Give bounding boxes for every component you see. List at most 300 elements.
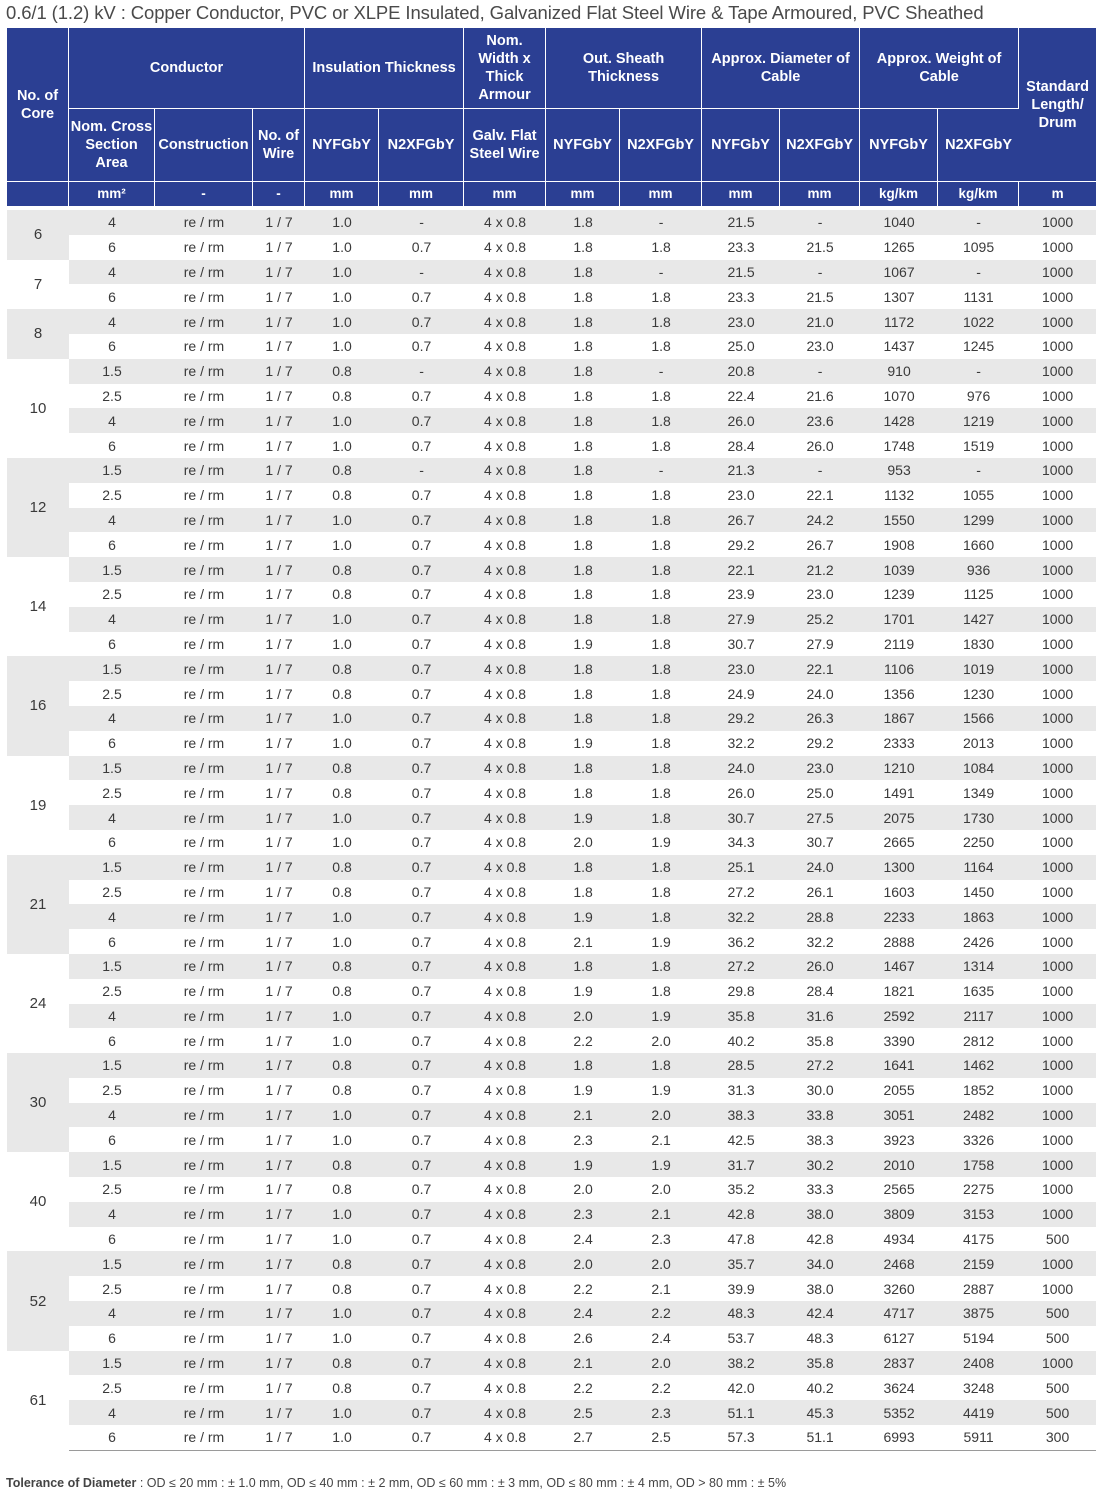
table-cell: 0.7 bbox=[379, 1425, 464, 1451]
table-cell: 1000 bbox=[1019, 904, 1096, 929]
table-cell: 1349 bbox=[938, 780, 1019, 805]
table-cell: 953 bbox=[860, 458, 938, 483]
table-cell: 2.0 bbox=[546, 1251, 620, 1276]
table-cell: 1000 bbox=[1019, 1103, 1096, 1128]
table-cell: 2.0 bbox=[620, 1177, 702, 1202]
core-count-cell: 61 bbox=[7, 1351, 69, 1451]
table-cell: 500 bbox=[1019, 1400, 1096, 1425]
table-cell: 0.8 bbox=[305, 582, 379, 607]
table-cell: 31.7 bbox=[702, 1152, 780, 1177]
table-cell: 3326 bbox=[938, 1127, 1019, 1152]
table-cell: re / rm bbox=[155, 458, 253, 483]
table-cell: 4 x 0.8 bbox=[464, 260, 546, 285]
table-cell: re / rm bbox=[155, 235, 253, 260]
table-row bbox=[7, 731, 1096, 756]
table-cell: 0.8 bbox=[305, 1276, 379, 1301]
core-count-cell: 52 bbox=[7, 1251, 69, 1350]
table-row bbox=[7, 1227, 1096, 1252]
table-cell: 300 bbox=[1019, 1425, 1096, 1451]
table-cell: 0.7 bbox=[379, 1227, 464, 1252]
table-cell: 22.1 bbox=[780, 656, 860, 681]
header-conductor: Conductor bbox=[69, 28, 305, 109]
table-cell: 4717 bbox=[860, 1301, 938, 1326]
table-cell: 3390 bbox=[860, 1028, 938, 1053]
table-cell: 1701 bbox=[860, 607, 938, 632]
table-cell: 0.8 bbox=[305, 1053, 379, 1078]
table-cell: 38.3 bbox=[780, 1127, 860, 1152]
table-cell: 2.1 bbox=[546, 929, 620, 954]
table-cell: 33.8 bbox=[780, 1103, 860, 1128]
table-cell: 4 x 0.8 bbox=[464, 904, 546, 929]
table-cell: 21.0 bbox=[780, 309, 860, 334]
table-cell: 22.1 bbox=[702, 557, 780, 582]
table-cell: 0.7 bbox=[379, 309, 464, 334]
table-cell: 4 x 0.8 bbox=[464, 1127, 546, 1152]
table-row bbox=[7, 830, 1096, 855]
table-cell: 42.0 bbox=[702, 1375, 780, 1400]
table-cell: 1 / 7 bbox=[253, 1127, 305, 1152]
table-cell: 1000 bbox=[1019, 706, 1096, 731]
table-cell: 2.5 bbox=[69, 979, 155, 1004]
table-cell: 42.8 bbox=[702, 1202, 780, 1227]
table-cell: 1 / 7 bbox=[253, 904, 305, 929]
table-cell: - bbox=[620, 359, 702, 384]
table-cell: 1132 bbox=[860, 483, 938, 508]
table-cell: 29.2 bbox=[702, 532, 780, 557]
table-cell: 2010 bbox=[860, 1152, 938, 1177]
table-cell: 1.0 bbox=[305, 260, 379, 285]
table-cell: 1000 bbox=[1019, 1127, 1096, 1152]
table-cell: 23.9 bbox=[702, 582, 780, 607]
table-row bbox=[7, 1375, 1096, 1400]
table-cell: 38.3 bbox=[702, 1103, 780, 1128]
table-cell: 1299 bbox=[938, 508, 1019, 533]
table-cell: 2.2 bbox=[620, 1301, 702, 1326]
core-count-cell: 19 bbox=[7, 756, 69, 855]
table-cell: 5194 bbox=[938, 1326, 1019, 1351]
table-cell: 6 bbox=[69, 1326, 155, 1351]
table-row bbox=[7, 656, 1096, 681]
table-cell: re / rm bbox=[155, 681, 253, 706]
table-cell: 936 bbox=[938, 557, 1019, 582]
table-cell: 1.0 bbox=[305, 1400, 379, 1425]
table-row bbox=[7, 309, 1096, 334]
table-cell: 1000 bbox=[1019, 756, 1096, 781]
table-cell: 2.4 bbox=[546, 1227, 620, 1252]
table-row bbox=[7, 433, 1096, 458]
table-cell: 1.0 bbox=[305, 284, 379, 309]
table-cell: - bbox=[379, 260, 464, 285]
table-cell: 1230 bbox=[938, 681, 1019, 706]
table-cell: 500 bbox=[1019, 1227, 1096, 1252]
table-cell: 1.0 bbox=[305, 904, 379, 929]
table-cell: 0.8 bbox=[305, 557, 379, 582]
table-cell: 4 bbox=[69, 508, 155, 533]
table-cell: 0.7 bbox=[379, 1028, 464, 1053]
table-cell: 35.8 bbox=[702, 1004, 780, 1029]
table-cell: 24.0 bbox=[780, 855, 860, 880]
unit-cell: mm bbox=[464, 182, 546, 206]
table-cell: 1000 bbox=[1019, 1276, 1096, 1301]
table-cell: 0.7 bbox=[379, 1127, 464, 1152]
table-cell: 4 x 0.8 bbox=[464, 1028, 546, 1053]
table-cell: 1 / 7 bbox=[253, 681, 305, 706]
table-cell: 4 x 0.8 bbox=[464, 235, 546, 260]
table-cell: 6993 bbox=[860, 1425, 938, 1451]
table-cell: 1000 bbox=[1019, 458, 1096, 483]
table-cell: 1000 bbox=[1019, 408, 1096, 433]
table-row bbox=[7, 979, 1096, 1004]
table-cell: - bbox=[620, 260, 702, 285]
table-cell: 1307 bbox=[860, 284, 938, 309]
unit-cell: mm bbox=[546, 182, 620, 206]
table-cell: 0.7 bbox=[379, 1400, 464, 1425]
table-cell: 1660 bbox=[938, 532, 1019, 557]
table-cell: 1 / 7 bbox=[253, 780, 305, 805]
table-row bbox=[7, 1053, 1096, 1078]
core-count-cell: 10 bbox=[7, 359, 69, 458]
table-cell: 2.5 bbox=[69, 1375, 155, 1400]
table-cell: 1.9 bbox=[620, 1152, 702, 1177]
table-cell: 2.2 bbox=[546, 1375, 620, 1400]
table-cell: 1.9 bbox=[546, 632, 620, 657]
header-weight-nyfgby: NYFGbY bbox=[860, 109, 938, 182]
table-cell: 1000 bbox=[1019, 508, 1096, 533]
core-count-cell: 40 bbox=[7, 1152, 69, 1251]
table-cell: 1.9 bbox=[546, 904, 620, 929]
table-cell: 26.7 bbox=[702, 508, 780, 533]
table-cell: 25.0 bbox=[780, 780, 860, 805]
table-cell: re / rm bbox=[155, 210, 253, 235]
table-cell: 4 x 0.8 bbox=[464, 1425, 546, 1451]
table-cell: 2.5 bbox=[69, 582, 155, 607]
table-cell: 24.9 bbox=[702, 681, 780, 706]
table-cell: 23.0 bbox=[702, 656, 780, 681]
table-cell: 1.9 bbox=[546, 805, 620, 830]
table-cell: 0.7 bbox=[379, 532, 464, 557]
table-cell: 0.7 bbox=[379, 334, 464, 359]
table-cell: 21.3 bbox=[702, 458, 780, 483]
table-cell: 1.0 bbox=[305, 210, 379, 235]
table-cell: 1.8 bbox=[620, 756, 702, 781]
table-cell: 1.8 bbox=[546, 706, 620, 731]
table-cell: 21.5 bbox=[702, 210, 780, 235]
table-cell: 4 x 0.8 bbox=[464, 1227, 546, 1252]
table-cell: 2.1 bbox=[620, 1202, 702, 1227]
table-cell: 27.5 bbox=[780, 805, 860, 830]
table-cell: 1830 bbox=[938, 632, 1019, 657]
table-cell: 22.1 bbox=[780, 483, 860, 508]
table-row bbox=[7, 706, 1096, 731]
table-cell: 0.8 bbox=[305, 855, 379, 880]
table-cell: 4 x 0.8 bbox=[464, 1004, 546, 1029]
table-cell: 23.0 bbox=[780, 756, 860, 781]
table-cell: 1635 bbox=[938, 979, 1019, 1004]
table-cell: 0.7 bbox=[379, 1152, 464, 1177]
table-cell: 6 bbox=[69, 1425, 155, 1451]
table-cell: 1 / 7 bbox=[253, 260, 305, 285]
table-cell: 1239 bbox=[860, 582, 938, 607]
table-cell: 4 x 0.8 bbox=[464, 1152, 546, 1177]
table-cell: 1.0 bbox=[305, 1227, 379, 1252]
table-cell: 1.8 bbox=[620, 483, 702, 508]
table-cell: 1131 bbox=[938, 284, 1019, 309]
table-cell: 1.8 bbox=[620, 408, 702, 433]
table-cell: 23.3 bbox=[702, 284, 780, 309]
header-no-of-core: No. of Core bbox=[7, 28, 69, 182]
table-cell: 35.7 bbox=[702, 1251, 780, 1276]
table-cell: re / rm bbox=[155, 309, 253, 334]
table-cell: 1.8 bbox=[546, 855, 620, 880]
table-cell: re / rm bbox=[155, 1152, 253, 1177]
table-cell: 500 bbox=[1019, 1301, 1096, 1326]
table-cell: 0.7 bbox=[379, 1078, 464, 1103]
table-cell: 1125 bbox=[938, 582, 1019, 607]
table-cell: 2468 bbox=[860, 1251, 938, 1276]
table-cell: 4 x 0.8 bbox=[464, 756, 546, 781]
table-cell: re / rm bbox=[155, 557, 253, 582]
table-cell: 1039 bbox=[860, 557, 938, 582]
table-cell: 2812 bbox=[938, 1028, 1019, 1053]
table-cell: 4 x 0.8 bbox=[464, 929, 546, 954]
table-cell: 4 x 0.8 bbox=[464, 408, 546, 433]
table-cell: 1 / 7 bbox=[253, 1326, 305, 1351]
table-cell: 1 / 7 bbox=[253, 1053, 305, 1078]
table-cell: 1.0 bbox=[305, 830, 379, 855]
table-row bbox=[7, 1177, 1096, 1202]
table-cell: 1603 bbox=[860, 880, 938, 905]
table-cell: 2.0 bbox=[620, 1351, 702, 1376]
table-cell: 34.0 bbox=[780, 1251, 860, 1276]
table-cell: re / rm bbox=[155, 1351, 253, 1376]
table-cell: 1000 bbox=[1019, 1177, 1096, 1202]
table-cell: 1300 bbox=[860, 855, 938, 880]
table-cell: re / rm bbox=[155, 1177, 253, 1202]
table-cell: 30.7 bbox=[780, 830, 860, 855]
table-cell: 6 bbox=[69, 433, 155, 458]
table-cell: 51.1 bbox=[780, 1425, 860, 1451]
table-cell: 1106 bbox=[860, 656, 938, 681]
table-cell: 35.2 bbox=[702, 1177, 780, 1202]
table-cell: 0.7 bbox=[379, 632, 464, 657]
table-cell: 31.3 bbox=[702, 1078, 780, 1103]
table-row bbox=[7, 458, 1096, 483]
table-cell: 1.8 bbox=[546, 260, 620, 285]
table-cell: re / rm bbox=[155, 1425, 253, 1451]
table-cell: 1.8 bbox=[546, 954, 620, 979]
table-cell: 2.2 bbox=[620, 1375, 702, 1400]
table-cell: 4175 bbox=[938, 1227, 1019, 1252]
table-cell: 21.5 bbox=[702, 260, 780, 285]
table-cell: 26.7 bbox=[780, 532, 860, 557]
table-cell: 1 / 7 bbox=[253, 433, 305, 458]
table-cell: 1 / 7 bbox=[253, 1425, 305, 1451]
table-cell: 1.9 bbox=[546, 731, 620, 756]
table-cell: 2887 bbox=[938, 1276, 1019, 1301]
table-cell: re / rm bbox=[155, 408, 253, 433]
table-cell: 1022 bbox=[938, 309, 1019, 334]
table-cell: 910 bbox=[860, 359, 938, 384]
table-cell: 29.8 bbox=[702, 979, 780, 1004]
table-row bbox=[7, 681, 1096, 706]
table-row bbox=[7, 284, 1096, 309]
table-cell: 1.8 bbox=[546, 756, 620, 781]
table-cell: 4 x 0.8 bbox=[464, 656, 546, 681]
table-cell: 4 x 0.8 bbox=[464, 706, 546, 731]
table-cell: 26.0 bbox=[780, 433, 860, 458]
table-cell: 4 x 0.8 bbox=[464, 284, 546, 309]
table-cell: re / rm bbox=[155, 260, 253, 285]
table-cell: 2.5 bbox=[69, 1276, 155, 1301]
table-cell: 5911 bbox=[938, 1425, 1019, 1451]
table-cell: 2.0 bbox=[620, 1251, 702, 1276]
table-cell: 1.8 bbox=[546, 880, 620, 905]
table-cell: 3260 bbox=[860, 1276, 938, 1301]
table-cell: 2.5 bbox=[546, 1400, 620, 1425]
table-cell: 1000 bbox=[1019, 557, 1096, 582]
table-cell: 3051 bbox=[860, 1103, 938, 1128]
table-cell: 32.2 bbox=[702, 731, 780, 756]
table-cell: 1.8 bbox=[620, 632, 702, 657]
table-cell: re / rm bbox=[155, 1375, 253, 1400]
table-cell: 1730 bbox=[938, 805, 1019, 830]
table-cell: 4 x 0.8 bbox=[464, 1103, 546, 1128]
table-cell: re / rm bbox=[155, 656, 253, 681]
table-cell: 1 / 7 bbox=[253, 557, 305, 582]
table-cell: 1000 bbox=[1019, 284, 1096, 309]
table-cell: 2.5 bbox=[69, 780, 155, 805]
table-cell: 1.5 bbox=[69, 359, 155, 384]
table-cell: 1.0 bbox=[305, 706, 379, 731]
table-cell: 1000 bbox=[1019, 235, 1096, 260]
table-cell: 1.8 bbox=[546, 681, 620, 706]
table-cell: 1.8 bbox=[546, 508, 620, 533]
table-cell: 1 / 7 bbox=[253, 408, 305, 433]
table-cell: 26.3 bbox=[780, 706, 860, 731]
table-cell: 1000 bbox=[1019, 1152, 1096, 1177]
table-cell: 1 / 7 bbox=[253, 805, 305, 830]
table-cell: 1084 bbox=[938, 756, 1019, 781]
table-cell: 29.2 bbox=[702, 706, 780, 731]
table-cell: 4 bbox=[69, 260, 155, 285]
table-cell: 4 bbox=[69, 309, 155, 334]
table-cell: 2.5 bbox=[69, 1078, 155, 1103]
table-cell: 1 / 7 bbox=[253, 508, 305, 533]
table-row bbox=[7, 483, 1096, 508]
table-cell: 1 / 7 bbox=[253, 1004, 305, 1029]
unit-cell: mm bbox=[305, 182, 379, 206]
table-cell: 2.5 bbox=[69, 483, 155, 508]
table-cell: 6127 bbox=[860, 1326, 938, 1351]
table-cell: 1 / 7 bbox=[253, 954, 305, 979]
table-cell: 500 bbox=[1019, 1375, 1096, 1400]
table-cell: 1863 bbox=[938, 904, 1019, 929]
table-row bbox=[7, 384, 1096, 409]
table-cell: 32.2 bbox=[702, 904, 780, 929]
table-cell: 0.7 bbox=[379, 756, 464, 781]
table-cell: 0.8 bbox=[305, 1152, 379, 1177]
table-cell: 1 / 7 bbox=[253, 632, 305, 657]
table-cell: 1 / 7 bbox=[253, 1202, 305, 1227]
table-cell: 1000 bbox=[1019, 880, 1096, 905]
table-cell: 1 / 7 bbox=[253, 1276, 305, 1301]
table-cell: 3624 bbox=[860, 1375, 938, 1400]
header-diameter-nyfgby: NYFGbY bbox=[702, 109, 780, 182]
table-cell: 4 bbox=[69, 805, 155, 830]
table-cell: 1 / 7 bbox=[253, 582, 305, 607]
table-cell: 4 x 0.8 bbox=[464, 979, 546, 1004]
table-cell: - bbox=[780, 458, 860, 483]
table-cell: re / rm bbox=[155, 1251, 253, 1276]
table-row bbox=[7, 756, 1096, 781]
table-cell: 4 x 0.8 bbox=[464, 1351, 546, 1376]
table-cell: 1245 bbox=[938, 334, 1019, 359]
table-cell: 25.1 bbox=[702, 855, 780, 880]
table-cell: re / rm bbox=[155, 433, 253, 458]
table-cell: re / rm bbox=[155, 582, 253, 607]
table-cell: 4 x 0.8 bbox=[464, 1078, 546, 1103]
table-cell: 1.5 bbox=[69, 1152, 155, 1177]
table-cell: - bbox=[780, 260, 860, 285]
table-cell: 1.8 bbox=[546, 557, 620, 582]
table-cell: 1437 bbox=[860, 334, 938, 359]
table-cell: 2.0 bbox=[546, 830, 620, 855]
table-cell: re / rm bbox=[155, 805, 253, 830]
table-cell: 1.8 bbox=[620, 780, 702, 805]
table-cell: re / rm bbox=[155, 904, 253, 929]
table-cell: 1641 bbox=[860, 1053, 938, 1078]
table-cell: 6 bbox=[69, 235, 155, 260]
table-cell: 1000 bbox=[1019, 532, 1096, 557]
table-cell: 0.7 bbox=[379, 433, 464, 458]
table-row bbox=[7, 880, 1096, 905]
table-cell: 27.9 bbox=[780, 632, 860, 657]
table-cell: 0.7 bbox=[379, 1202, 464, 1227]
table-cell: 27.9 bbox=[702, 607, 780, 632]
table-cell: 48.3 bbox=[702, 1301, 780, 1326]
table-cell: 4 x 0.8 bbox=[464, 384, 546, 409]
table-cell: 36.2 bbox=[702, 929, 780, 954]
table-cell: 1 / 7 bbox=[253, 334, 305, 359]
table-cell: 6 bbox=[69, 1028, 155, 1053]
table-cell: 2.7 bbox=[546, 1425, 620, 1451]
table-cell: 0.7 bbox=[379, 1375, 464, 1400]
table-cell: 1000 bbox=[1019, 1351, 1096, 1376]
table-cell: - bbox=[620, 458, 702, 483]
table-cell: 1.0 bbox=[305, 508, 379, 533]
table-cell: 1 / 7 bbox=[253, 359, 305, 384]
header-diameter-n2xfgby: N2XFGbY bbox=[780, 109, 860, 182]
table-cell: 4 bbox=[69, 1103, 155, 1128]
table-cell: 4419 bbox=[938, 1400, 1019, 1425]
header-insulation-n2xfgby: N2XFGbY bbox=[379, 109, 464, 182]
table-cell: 1.8 bbox=[620, 508, 702, 533]
table-cell: 1.8 bbox=[620, 1053, 702, 1078]
table-cell: 21.5 bbox=[780, 284, 860, 309]
table-cell: 2.0 bbox=[620, 1103, 702, 1128]
table-cell: 31.6 bbox=[780, 1004, 860, 1029]
table-cell: 4 bbox=[69, 210, 155, 235]
table-cell: 2.1 bbox=[620, 1127, 702, 1152]
table-cell: 21.2 bbox=[780, 557, 860, 582]
table-cell: 1.8 bbox=[546, 607, 620, 632]
table-cell: 30.0 bbox=[780, 1078, 860, 1103]
table-cell: 2426 bbox=[938, 929, 1019, 954]
header-insulation-thickness: Insulation Thickness bbox=[305, 28, 464, 109]
table-cell: 1000 bbox=[1019, 855, 1096, 880]
table-cell: 26.1 bbox=[780, 880, 860, 905]
table-cell: 4 x 0.8 bbox=[464, 582, 546, 607]
